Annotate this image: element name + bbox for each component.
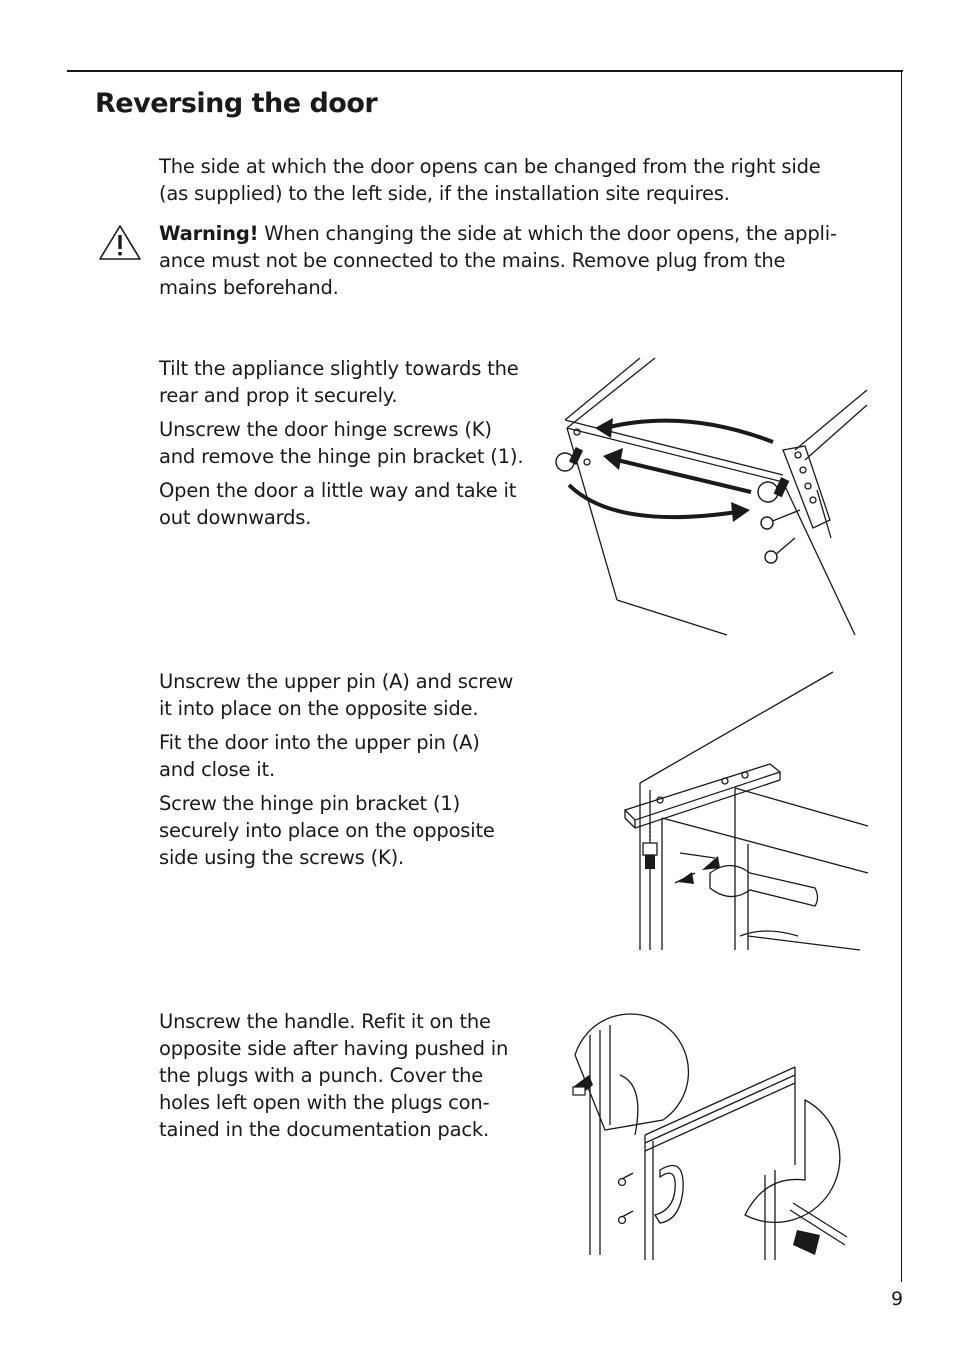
step2-p3-line-2: securely into place on the opposite: [159, 819, 495, 842]
step2-p1-line-2: it into place on the opposite side.: [159, 697, 479, 720]
warning-triangle-icon: [98, 224, 142, 262]
step2-p2-line-2: and close it.: [159, 758, 275, 781]
intro-line-1: The side at which the door opens can be changed from the right side: [159, 155, 821, 178]
step1-p3-line-1: Open the door a little way and take it: [159, 479, 517, 502]
step2-paragraph-1: [159, 668, 513, 722]
step1-p1-line-2: rear and prop it securely.: [159, 384, 398, 407]
step2-p1-line-1: Unscrew the upper pin (A) and screw: [159, 670, 514, 693]
step3-line-3: the plugs with a punch. Cover the: [159, 1064, 484, 1087]
upper-pin-illustration: [620, 668, 875, 958]
warning-line-3: mains beforehand.: [159, 276, 339, 299]
door-hinge-removal-illustration: [555, 350, 875, 645]
warning-line-1: When changing the side at which the door opens, the appli-: [258, 222, 837, 245]
right-margin-rule: [901, 70, 902, 1282]
warning-label: Warning!: [159, 222, 259, 245]
step1-p2-line-2: and remove the hinge pin bracket (1).: [159, 445, 524, 468]
handle-reversal-illustration: [565, 1005, 865, 1267]
step2-p2-line-1: Fit the door into the upper pin (A): [159, 731, 480, 754]
step1-paragraph-1: [159, 355, 519, 409]
step2-paragraph-2: [159, 729, 480, 783]
step1-p3-line-2: out downwards.: [159, 506, 312, 529]
step3-paragraph: [159, 1008, 508, 1143]
step1-p2-line-1: Unscrew the door hinge screws (K): [159, 418, 492, 441]
step2-paragraph-3: [159, 790, 495, 871]
warning-paragraph: [159, 220, 837, 301]
step3-line-2: opposite side after having pushed in: [159, 1037, 509, 1060]
step1-p1-line-1: Tilt the appliance slightly towards the: [159, 357, 519, 380]
step2-p3-line-3: side using the screws (K).: [159, 846, 404, 869]
intro-paragraph: [159, 153, 821, 207]
top-rule: [67, 70, 903, 72]
warning-line-2: ance must not be connected to the mains. Remove plug from the: [159, 249, 786, 272]
step3-line-1: Unscrew the handle. Refit it on the: [159, 1010, 491, 1033]
intro-line-2: (as supplied) to the left side, if the installation site requires.: [159, 182, 730, 205]
step2-p3-line-1: Screw the hinge pin bracket (1): [159, 792, 461, 815]
step1-paragraph-3: [159, 477, 516, 531]
page-number: 9: [891, 1288, 904, 1310]
page-title: Reversing the door: [95, 88, 378, 119]
step1-paragraph-2: [159, 416, 523, 470]
step3-line-4: holes left open with the plugs con-: [159, 1091, 490, 1114]
step3-line-5: tained in the documentation pack.: [159, 1118, 489, 1141]
